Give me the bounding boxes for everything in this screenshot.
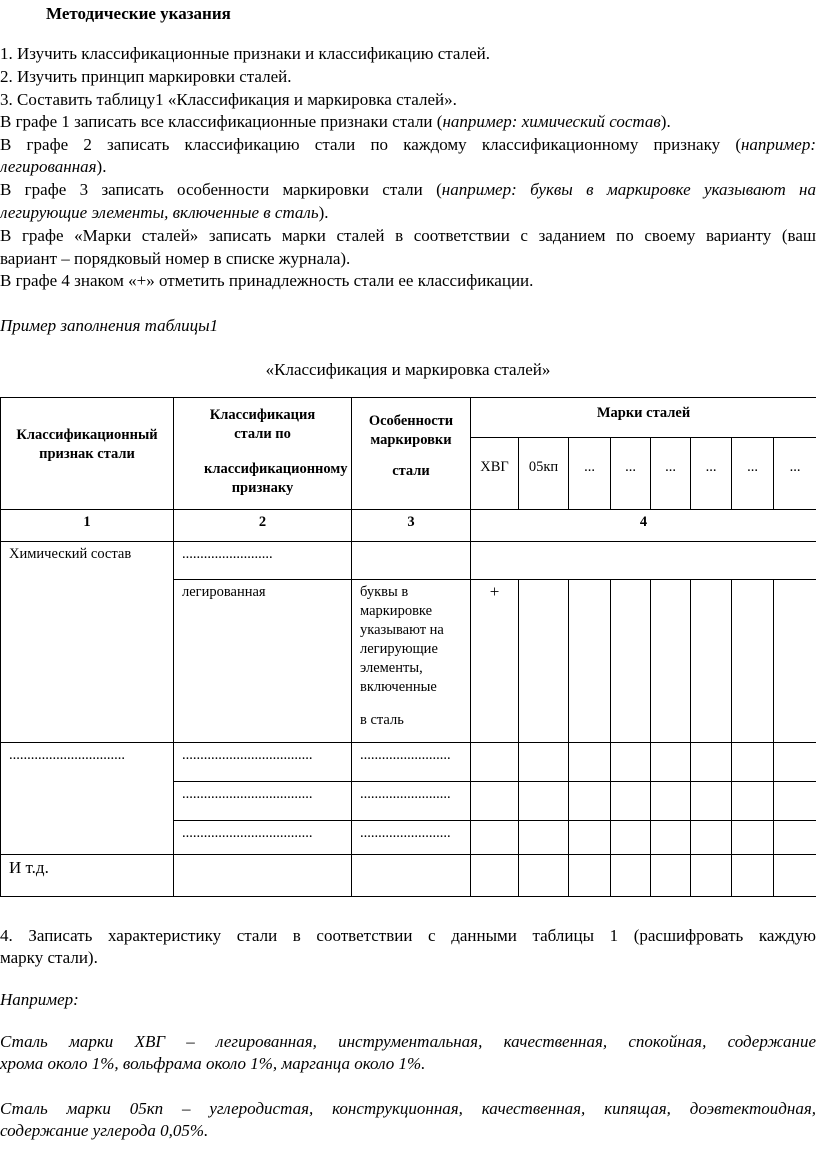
plus-mark: + — [471, 580, 519, 743]
marking-line: указывают на — [360, 622, 444, 638]
example2-line2: содержание углерода 0,05%. — [0, 1121, 209, 1140]
marking-line: в сталь — [360, 712, 404, 728]
example1-line1: Сталь марки ХВГ – легированная, инструментальная, качественная, спокойная, содержание — [0, 1032, 816, 1051]
col2-example: например: — [741, 135, 816, 154]
row-dots-class: .................................... — [174, 821, 352, 855]
table-cell — [471, 821, 519, 855]
row-alloyed-class: легированная — [174, 580, 352, 743]
table-cell — [611, 821, 651, 855]
table-cell — [774, 743, 816, 782]
col2-post: ). — [96, 157, 107, 176]
col3-example-2: легирующие элементы, включенные в сталь — [0, 203, 319, 222]
marking-line: маркировке — [360, 603, 433, 619]
col1-instruction — [0, 111, 816, 134]
marks-instruction-line1: В графе «Марки сталей» записать марки сталей в соответствии с заданием по своему варианту (ваш — [0, 226, 816, 245]
table-cell — [611, 743, 651, 782]
col4-instruction: В графе 4 знаком «+» отметить принадлежность стали ее классификации. — [0, 271, 534, 290]
header-feature: Классификационный признак стали — [1, 398, 174, 510]
table-cell — [569, 855, 611, 897]
table-cell — [732, 855, 774, 897]
mark-col-7: ... — [732, 438, 774, 510]
col1-post: ). — [660, 112, 671, 131]
header-classification-top: Классификация стали по — [209, 407, 316, 442]
classification-table — [0, 397, 816, 897]
example-label: Пример заполнения таблицы1 — [0, 316, 219, 335]
table-cell — [651, 743, 691, 782]
table-cell — [774, 580, 816, 743]
table-cell — [471, 542, 816, 580]
header-marking-top: Особенности маркировки — [368, 413, 454, 448]
marking-line: элементы, — [360, 660, 423, 676]
marking-line: легирующие — [360, 641, 438, 657]
task4-line1: 4. Записать характеристику стали в соответствии с данными таблицы 1 (расшифровать каждую — [0, 926, 816, 945]
table-cell — [732, 782, 774, 821]
table-cell — [774, 855, 816, 897]
mark-col-4: ... — [611, 438, 651, 510]
table-cell — [691, 821, 732, 855]
mark-col-5: ... — [651, 438, 691, 510]
mark-col-8: ... — [774, 438, 816, 510]
table-cell — [569, 782, 611, 821]
col3-instruction-line1 — [0, 179, 816, 202]
table-cell — [774, 782, 816, 821]
mark-col-6: ... — [691, 438, 732, 510]
table-title: «Классификация и маркировка сталей» — [265, 360, 551, 379]
marking-line: буквы в — [360, 584, 409, 600]
header-marks: Марки сталей — [471, 398, 816, 438]
col2-instruction-line2 — [0, 156, 816, 179]
example2-line1: Сталь марки 05кп – углеродистая, конструкционная, качественная, кипящая, доэвтектоидная, — [0, 1099, 816, 1118]
table-cell — [352, 542, 471, 580]
table-cell — [732, 821, 774, 855]
col-number-3: 3 — [352, 510, 471, 542]
table-cell — [651, 855, 691, 897]
table-cell — [691, 782, 732, 821]
row-dots-feature: ................................ — [1, 743, 174, 855]
col2-example-2: легированная — [0, 157, 97, 176]
table-cell — [611, 580, 651, 743]
row-chem-feature: Химический состав — [1, 542, 174, 743]
marking-line: включенные — [360, 679, 437, 695]
row-dots-marking: ......................... — [352, 782, 471, 821]
col3-example: например: буквы в маркировке указывают на — [441, 180, 816, 199]
header-marking-bottom: стали — [392, 463, 430, 479]
task4-line2: марку стали). — [0, 948, 98, 967]
row-etc: И т.д. — [1, 855, 174, 897]
header-classification — [174, 398, 352, 510]
col2-instruction-line1 — [0, 134, 816, 157]
col3-post: ). — [318, 203, 329, 222]
mark-col-1: ХВГ — [471, 438, 519, 510]
mark-col-3: ... — [569, 438, 611, 510]
table-cell — [651, 821, 691, 855]
instruction-3: 3. Составить таблицу1 «Классификация и маркировка сталей». — [0, 90, 457, 109]
example1-line2: хрома около 1%, вольфрама около 1%, марганца около 1%. — [0, 1054, 426, 1073]
table-cell — [471, 743, 519, 782]
col-number-1: 1 — [1, 510, 174, 542]
table-cell — [569, 743, 611, 782]
table-cell — [174, 855, 352, 897]
table-cell — [691, 743, 732, 782]
col-number-4: 4 — [471, 510, 816, 542]
instruction-1: 1. Изучить классификационные признаки и классификацию сталей. — [0, 44, 491, 63]
table-cell — [519, 580, 569, 743]
row-dots-class: .................................... — [174, 782, 352, 821]
table-cell — [691, 580, 732, 743]
col1-example: например: химический состав — [442, 112, 661, 131]
row-alloyed-marking — [352, 580, 471, 743]
marks-instruction-line2: вариант – порядковый номер в списке журнала). — [0, 249, 351, 268]
col1-pre: В графе 1 записать все классификационные признаки стали ( — [0, 112, 443, 131]
table-cell — [611, 855, 651, 897]
table-cell — [519, 855, 569, 897]
row-dots-class: .................................... — [174, 743, 352, 782]
table-cell — [569, 580, 611, 743]
table-cell — [519, 743, 569, 782]
table-cell — [651, 580, 691, 743]
col-number-2: 2 — [174, 510, 352, 542]
col2-pre: В графе 2 записать классификацию стали по каждому классификационному признаку ( — [0, 135, 741, 154]
table-cell — [519, 821, 569, 855]
mark-col-2: 05кп — [519, 438, 569, 510]
table-cell — [569, 821, 611, 855]
row-dots-marking: ......................... — [352, 743, 471, 782]
row-chem-class: ......................... — [174, 542, 352, 580]
header-marking — [352, 398, 471, 510]
table-cell — [352, 855, 471, 897]
table-cell — [732, 743, 774, 782]
col3-pre: В графе 3 записать особенности маркировки стали ( — [0, 180, 442, 199]
header-classification-bottom: классификационному признаку — [204, 461, 348, 496]
table-cell — [774, 821, 816, 855]
table-cell — [732, 580, 774, 743]
col3-instruction-line2 — [0, 202, 816, 225]
table-cell — [471, 782, 519, 821]
instruction-2: 2. Изучить принцип маркировки сталей. — [0, 67, 292, 86]
table-cell — [691, 855, 732, 897]
page-title: Методические указания — [46, 4, 231, 23]
table-cell — [611, 782, 651, 821]
table-cell — [519, 782, 569, 821]
row-dots-marking: ......................... — [352, 821, 471, 855]
for-example-label: Например: — [0, 990, 79, 1009]
table-cell — [651, 782, 691, 821]
table-cell — [471, 855, 519, 897]
